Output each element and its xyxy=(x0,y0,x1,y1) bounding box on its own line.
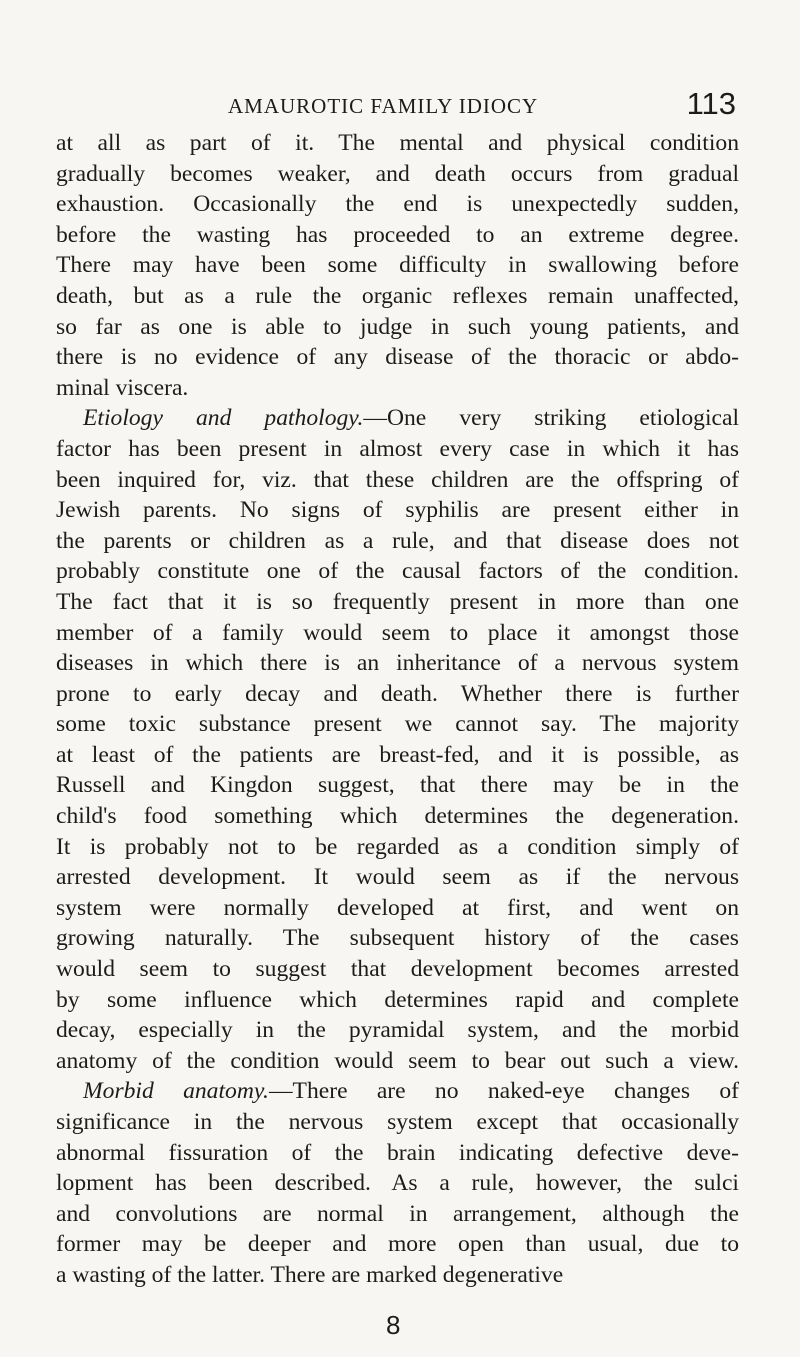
line-text: anatomy of the condition would seem to bear out such a view. xyxy=(56,1047,739,1074)
section-heading-line xyxy=(56,403,739,434)
line-text: The fact that it is so frequently present in more than one xyxy=(56,588,739,615)
line-text: gradually becomes weaker, and death occurs from gradual xyxy=(56,160,739,187)
text-line xyxy=(56,1107,739,1138)
text-line xyxy=(56,587,739,618)
page-header xyxy=(56,86,736,126)
text-line xyxy=(56,679,739,710)
line-text: diseases in which there is an inheritance of a nervous system xyxy=(56,650,739,677)
text-line xyxy=(56,1229,739,1260)
line-text: Jewish parents. No signs of syphilis are present either in xyxy=(56,497,739,524)
line-text: factor has been present in almost every case in which it has xyxy=(56,435,739,462)
text-line xyxy=(56,526,739,557)
line-text: exhaustion. Occasionally the end is unexpectedly sudden, xyxy=(56,191,739,218)
line-text: lopment has been described. As a rule, however, the sulci xyxy=(56,1170,739,1197)
text-line xyxy=(56,832,739,863)
line-text: prone to early decay and death. Whether there is further xyxy=(56,680,739,707)
line-text: at all as part of it. The mental and physical condition xyxy=(56,130,739,156)
text-line xyxy=(56,250,739,281)
line-text: Russell and Kingdon suggest, that there may be in the xyxy=(56,772,739,799)
text-line xyxy=(56,159,739,190)
line-text: abnormal fissuration of the brain indicating defective deve- xyxy=(56,1139,739,1166)
line-text: member of a family would seem to place it amongst those xyxy=(56,619,739,646)
text-line xyxy=(56,648,739,679)
text-line xyxy=(56,923,739,954)
line-text: There may have been some difficulty in swallowing before xyxy=(56,252,739,279)
body-text xyxy=(56,128,739,1291)
signature-mark: 8 xyxy=(386,1310,401,1340)
text-line xyxy=(56,1199,739,1230)
line-text: decay, especially in the pyramidal system, and the morbid xyxy=(56,1017,739,1044)
line-text: system were normally developed at first, and went on xyxy=(56,894,739,921)
running-title: AMAUROTIC FAMILY IDIOCY xyxy=(228,94,539,118)
text-line xyxy=(56,465,739,496)
text-line xyxy=(56,342,739,373)
line-text: and convolutions are normal in arrangement, although the xyxy=(56,1200,739,1227)
text-line xyxy=(56,128,739,159)
line-text: would seem to suggest that development becomes arrested xyxy=(56,956,739,983)
text-line xyxy=(56,1015,739,1046)
line-text: probably constitute one of the causal factors of the condition. xyxy=(56,558,739,585)
line-text: —There are no naked-eye changes of xyxy=(268,1078,739,1105)
line-text: significance in the nervous system except that occasionally xyxy=(56,1109,739,1135)
section-heading: Etiology and pathology. xyxy=(83,405,364,432)
text-line xyxy=(56,1046,739,1077)
text-line xyxy=(56,189,739,220)
text-line xyxy=(56,373,739,404)
text-line xyxy=(56,618,739,649)
text-line xyxy=(56,954,739,985)
line-text: child's food something which determines the degeneration. xyxy=(56,803,739,830)
line-text: death, but as a rule the organic reflexes remain unaffected, xyxy=(56,282,739,309)
section-heading: Morbid anatomy. xyxy=(83,1078,269,1105)
text-line xyxy=(56,556,739,587)
line-text: at least of the patients are breast-fed, and it is possible, as xyxy=(56,741,739,768)
line-text: so far as one is able to judge in such young patients, and xyxy=(56,313,739,340)
line-text: there is no evidence of any disease of the thoracic or abdo- xyxy=(56,344,739,371)
line-text: been inquired for, viz. that these children are the offspring of xyxy=(56,466,739,493)
text-line xyxy=(56,1138,739,1169)
line-text: arrested development. It would seem as if the nervous xyxy=(56,864,739,891)
text-line xyxy=(56,281,739,312)
line-text: It is probably not to be regarded as a condition simply of xyxy=(56,833,739,860)
line-text: former may be deeper and more open than usual, due to xyxy=(56,1231,739,1258)
line-text: a wasting of the latter. There are marked degenerative xyxy=(56,1261,564,1288)
line-text: growing naturally. The subsequent history of the cases xyxy=(56,925,739,952)
text-line xyxy=(56,740,739,771)
line-text: —One very striking etiological xyxy=(363,405,739,432)
text-line xyxy=(56,312,739,343)
text-line xyxy=(56,709,739,740)
text-line xyxy=(56,770,739,801)
text-line xyxy=(56,985,739,1016)
section-heading-line xyxy=(56,1076,739,1107)
text-line xyxy=(56,801,739,832)
line-text: the parents or children as a rule, and that disease does not xyxy=(56,527,739,554)
text-line xyxy=(56,434,739,465)
page-number: 113 xyxy=(686,86,736,121)
text-line xyxy=(56,862,739,893)
line-text: minal viscera. xyxy=(56,374,189,401)
text-line xyxy=(56,1260,739,1291)
text-line xyxy=(56,495,739,526)
text-line xyxy=(56,220,739,251)
line-text: some toxic substance present we cannot say. The majority xyxy=(56,711,739,738)
text-line xyxy=(56,1168,739,1199)
line-text: before the wasting has proceeded to an extreme degree. xyxy=(56,221,739,248)
line-text: by some influence which determines rapid and complete xyxy=(56,986,739,1013)
text-line xyxy=(56,893,739,924)
